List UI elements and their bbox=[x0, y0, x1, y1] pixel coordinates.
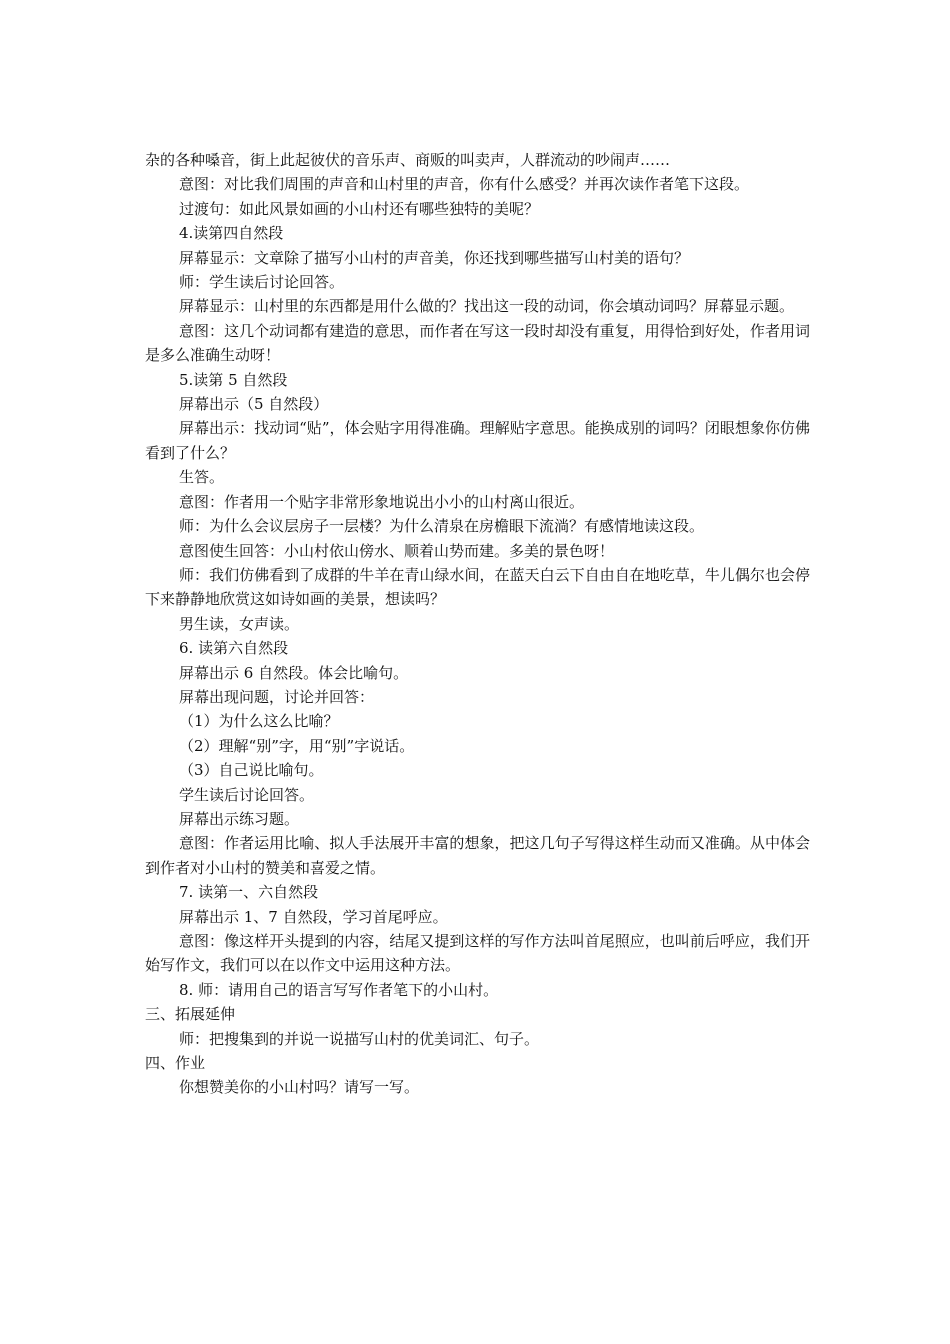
paragraph: 屏幕出示（5 自然段） bbox=[179, 395, 329, 414]
paragraph: 4.读第四自然段 bbox=[179, 224, 284, 243]
paragraph: 7. 读第一、六自然段 bbox=[179, 883, 319, 902]
paragraph: 三、拓展延伸 bbox=[145, 1005, 236, 1024]
paragraph: 屏幕出现问题，讨论并回答： bbox=[179, 687, 375, 706]
paragraph: 四、作业 bbox=[145, 1054, 206, 1073]
paragraph: 过渡句：如此风景如画的小山村还有哪些独特的美呢？ bbox=[179, 199, 540, 218]
paragraph: 生答。 bbox=[179, 468, 225, 487]
paragraph: 屏幕出示 6 自然段。体会比喻句。 bbox=[179, 663, 409, 682]
paragraph: 师：为什么会议层房子一层楼？为什么清泉在房檐眼下流淌？有感情地读这段。 bbox=[179, 517, 705, 536]
paragraph: 意图使生回答：小山村依山傍水、顺着山势而建。多美的景色呀！ bbox=[179, 541, 615, 560]
paragraph: （1）为什么这么比喻？ bbox=[179, 712, 339, 731]
paragraph: 意图：作者用一个贴字非常形象地说出小小的山村离山很近。 bbox=[179, 492, 585, 511]
paragraph: 屏幕出示练习题。 bbox=[179, 809, 300, 828]
paragraph: 6. 读第六自然段 bbox=[179, 639, 289, 658]
paragraph: 屏幕显示：山村里的东西都是用什么做的？找出这一段的动词，你会填动词吗？屏幕显示题。 bbox=[179, 297, 795, 316]
paragraph: 意图：对比我们周围的声音和山村里的声音，你有什么感受？并再次读作者笔下这段。 bbox=[179, 175, 750, 194]
paragraph: 意图：作者运用比喻、拟人手法展开丰富的想象，把这几句子写得这样生动而又准确。从中体会到作者对小山村的赞美和喜爱之情。 bbox=[145, 834, 810, 877]
paragraph: 你想赞美你的小山村吗？请写一写。 bbox=[179, 1078, 420, 1097]
paragraph: 意图：这几个动词都有建造的意思，而作者在写这一段时却没有重复，用得恰到好处，作者用词是多么准确生动呀！ bbox=[145, 321, 810, 365]
paragraph: 男生读，女声读。 bbox=[179, 614, 300, 633]
paragraph: 5.读第 5 自然段 bbox=[179, 370, 288, 389]
paragraph: 屏幕出示 1、7 自然段，学习首尾呼应。 bbox=[179, 907, 448, 926]
paragraph: 师：把搜集到的并说一说描写山村的优美词汇、句子。 bbox=[179, 1029, 540, 1048]
paragraph: （2）理解“别”字，用“别”字说话。 bbox=[179, 736, 415, 755]
paragraph: 师：学生读后讨论回答。 bbox=[179, 273, 345, 292]
paragraph: 8. 师：请用自己的语言写写作者笔下的小山村。 bbox=[179, 980, 499, 999]
paragraph: 意图：像这样开头提到的内容，结尾又提到这样的写作方法叫首尾照应，也叫前后呼应，我们开始写作文，我们可以在以作文中运用这种方法。 bbox=[145, 932, 810, 975]
paragraph: 屏幕显示：文章除了描写小山村的声音美，你还找到哪些描写山村美的语句？ bbox=[179, 248, 690, 267]
paragraph: 杂的各种嗓音，街上此起彼伏的音乐声、商贩的叫卖声，人群流动的吵闹声…… bbox=[145, 151, 671, 169]
paragraph: 屏幕出示：找动词“贴”，体会贴字用得准确。理解贴字意思。能换成别的词吗？闭眼想象你仿佛看到了什么？ bbox=[145, 419, 810, 462]
paragraph: 学生读后讨论回答。 bbox=[179, 785, 315, 804]
document-body bbox=[145, 148, 810, 1100]
paragraph: （3）自己说比喻句。 bbox=[179, 761, 324, 780]
paragraph: 师：我们仿佛看到了成群的牛羊在青山绿水间，在蓝天白云下自由自在地吃草，牛儿偶尔也会停下来静静地欣赏这如诗如画的美景，想读吗？ bbox=[145, 565, 810, 609]
